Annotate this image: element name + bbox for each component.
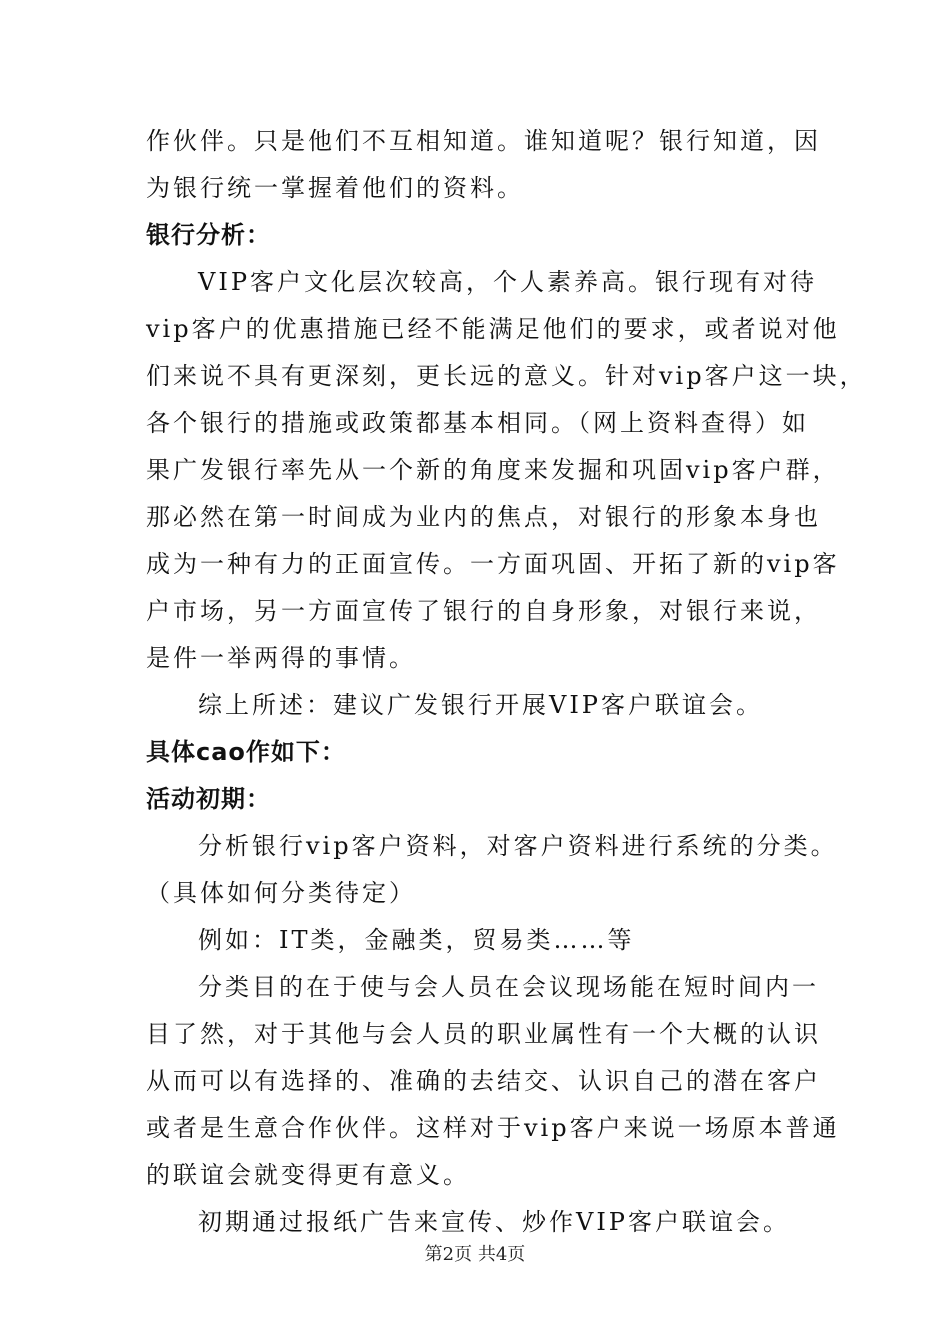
paragraph-first-line: 分类目的在于使与会人员在会议现场能在短时间内一 xyxy=(198,973,819,1001)
body-line: vip客户的优惠措施已经不能满足他们的要求，或者说对他 xyxy=(146,315,840,343)
body-line: 果广发银行率先从一个新的角度来发掘和巩固vip客户群， xyxy=(146,456,840,484)
body-line: 户市场，另一方面宣传了银行的自身形象，对银行来说， xyxy=(146,597,821,625)
body-line: 为银行统一掌握着他们的资料。 xyxy=(146,174,524,202)
body-line: 目了然，对于其他与会人员的职业属性有一个大概的认识 xyxy=(146,1020,821,1048)
document-body xyxy=(146,118,867,1246)
body-line: 们来说不具有更深刻，更长远的意义。针对vip客户这一块， xyxy=(146,362,867,390)
body-line: 成为一种有力的正面宣传。一方面巩固、开拓了新的vip客 xyxy=(146,550,840,578)
body-line: 的联谊会就变得更有意义。 xyxy=(146,1161,470,1189)
body-line: 各个银行的措施或政策都基本相同。（网上资料查得）如 xyxy=(146,409,809,437)
paragraph-first-line: 分析银行vip客户资料，对客户资料进行系统的分类。 xyxy=(198,832,838,860)
body-line: 是件一举两得的事情。 xyxy=(146,644,416,672)
section-heading-initial-phase: 活动初期： xyxy=(146,785,271,813)
example-line: 例如：IT类，金融类，贸易类……等 xyxy=(198,926,635,954)
summary-line: 综上所述：建议广发银行开展VIP客户联谊会。 xyxy=(198,691,763,719)
section-heading-bank-analysis: 银行分析： xyxy=(146,221,271,249)
body-line: 那必然在第一时间成为业内的焦点，对银行的形象本身也 xyxy=(146,503,821,531)
body-line: 作伙伴。只是他们不互相知道。谁知道呢？银行知道，因 xyxy=(146,127,821,155)
section-heading-operations: 具体cao作如下： xyxy=(146,738,346,766)
paragraph-first-line: VIP客户文化层次较高，个人素养高。银行现有对待 xyxy=(198,268,817,296)
body-line: 从而可以有选择的、准确的去结交、认识自己的潜在客户 xyxy=(146,1067,821,1095)
body-line: 或者是生意合作伙伴。这样对于vip客户来说一场原本普通 xyxy=(146,1114,840,1142)
body-line: （具体如何分类待定） xyxy=(146,879,416,907)
page-number-footer: 第2页 共4页 xyxy=(424,1244,526,1265)
paragraph-first-line: 初期通过报纸广告来宣传、炒作VIP客户联谊会。 xyxy=(198,1208,790,1236)
